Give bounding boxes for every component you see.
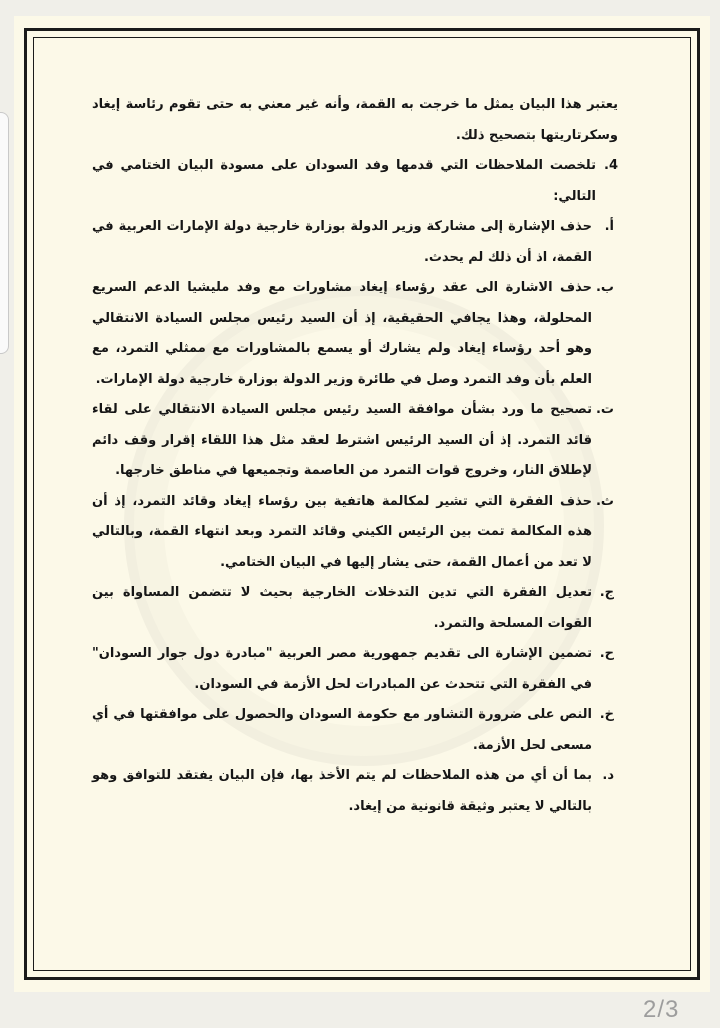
list-item-text: حذف الاشارة الى عقد رؤساء إيغاد مشاورات مع وفد مليشيا الدعم السريع المحلولة، وهذا يجافي الحقيقية، إذ أن السيد رئيس مجلس السيادة الانتقالي وهو أحد رؤساء إيغاد ولم يشارك أو يسمع بالمشاورات مع ممثلي التمرد، مع العلم بأن وفد التمرد وصل في طائرة وزير الدولة بوزارة خارجية دولة الإمارات.: [92, 280, 592, 387]
list-item-text: تعديل الفقرة التي تدين التدخلات الخارجية بحيث لا تتضمن المساواة بين القوات المسلحة والتمرد.: [92, 585, 592, 631]
item-number: 4.: [604, 158, 618, 173]
numbered-item-4: [92, 151, 618, 212]
list-item-text: النص على ضرورة التشاور مع حكومة السودان والحصول على موافقتها في أي مسعى لحل الأزمة.: [92, 707, 592, 753]
list-item: [92, 639, 618, 700]
list-item: [92, 212, 618, 273]
notes-list: [92, 212, 618, 822]
list-item: [92, 578, 618, 639]
list-item: [92, 273, 618, 395]
list-marker: أ.: [604, 219, 614, 234]
list-item: [92, 395, 618, 487]
document-page: [14, 16, 710, 992]
list-item: [92, 761, 618, 822]
page-indicator: 2/3: [643, 996, 680, 1023]
list-marker: ج.: [599, 585, 614, 600]
list-item-text: حذف الإشارة إلى مشاركة وزير الدولة بوزارة خارجية دولة الإمارات العربية في القمة، اذ أن ذلك لم يحدث.: [92, 219, 592, 265]
list-item-text: تصحيح ما ورد بشأن موافقة السيد رئيس مجلس السيادة الانتقالي على لقاء قائد التمرد. إذ أن السيد الرئيس اشترط لعقد مثل هذا اللقاء إقرار وقف دائم لإطلاق النار، وخروج قوات التمرد من العاصمة وتجميعها في مناطق خارجها.: [92, 402, 592, 478]
list-marker: خ.: [599, 707, 614, 722]
list-item-text: تضمين الإشارة الى تقديم جمهورية مصر العربية "مبادرة دول جوار السودان" في الفقرة التي تتحدث عن المبادرات لحل الأزمة في السودان.: [92, 646, 592, 692]
list-marker: ب.: [595, 280, 614, 295]
list-item: [92, 487, 618, 579]
list-item-text: بما أن أي من هذه الملاحظات لم يتم الأخذ بها، فإن البيان يفتقد للتوافق وهو بالتالي لا يعتبر وثيقة قانونية من إيغاد.: [92, 768, 592, 814]
side-panel-handle[interactable]: [0, 112, 9, 354]
document-body: [92, 90, 618, 822]
list-item: [92, 700, 618, 761]
list-marker: د.: [602, 768, 614, 783]
list-item-text: حذف الفقرة التي تشير لمكالمة هاتفية بين رؤساء إيغاد وقائد التمرد، إذ أن هذه المكالمة تمت بين الرئيس الكيني وقائد التمرد وبعد انتهاء القمة، وبالتالي لا تعد من أعمال القمة، حتى يشار إليها في البيان الختامي.: [92, 493, 592, 570]
intro-paragraph: يعتبر هذا البيان يمثل ما خرجت به القمة، وأنه غير معني به حتى تقوم رئاسة إيغاد وسكرتاريتها بتصحيح ذلك.: [92, 97, 618, 143]
list-marker: ث.: [595, 493, 614, 509]
list-marker: ت.: [595, 402, 614, 417]
list-marker: ح.: [599, 646, 614, 661]
item-text: تلخصت الملاحظات التي قدمها وفد السودان على مسودة البيان الختامي في التالي:: [92, 158, 596, 204]
